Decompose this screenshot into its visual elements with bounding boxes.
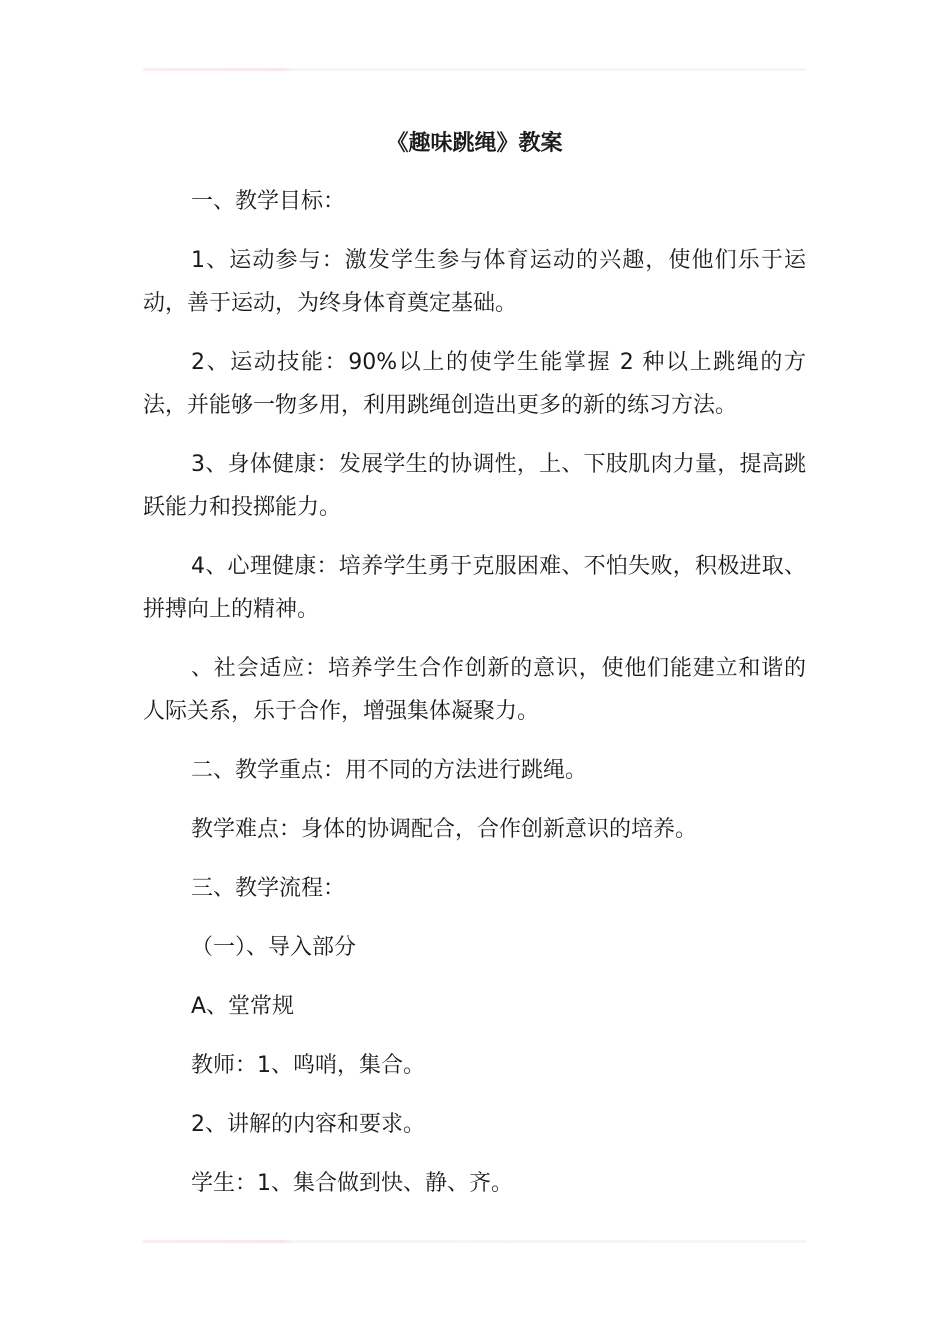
paragraph: 1、运动参与：激发学生参与体育运动的兴趣，使他们乐于运动，善于运动，为终身体育奠定基础。: [143, 248, 806, 316]
paragraph: A、堂常规: [191, 994, 295, 1019]
section-heading-key-points: 二、教学重点：用不同的方法进行跳绳。: [191, 758, 588, 783]
paragraph: 3、身体健康：发展学生的协调性，上、下肢肌肉力量，提高跳跃能力和投掷能力。: [143, 452, 806, 520]
section-heading-objectives: 一、教学目标：: [191, 189, 346, 214]
footer-rule: [143, 1240, 806, 1243]
paragraph: 教学难点：身体的协调配合，合作创新意识的培养。: [191, 817, 698, 842]
document-page: [143, 122, 806, 1221]
paragraph: 教师：1、鸣哨，集合。: [191, 1053, 425, 1078]
section-heading-process: 三、教学流程：: [191, 876, 346, 901]
paragraph: 学生：1、集合做到快、静、齐。: [191, 1171, 513, 1196]
paragraph: 4、心理健康：培养学生勇于克服困难、不怕失败，积极进取、拼搏向上的精神。: [143, 554, 806, 622]
paragraph: 、社会适应：培养学生合作创新的意识，使他们能建立和谐的人际关系，乐于合作，增强集体凝聚力。: [143, 656, 806, 724]
paragraph: 2、运动技能：90%以上的使学生能掌握 2 种以上跳绳的方法，并能够一物多用，利用跳绳创造出更多的新的练习方法。: [143, 350, 806, 418]
paragraph: 2、讲解的内容和要求。: [191, 1112, 425, 1137]
header-rule: [143, 68, 806, 71]
document-title: 《趣味跳绳》教案: [386, 131, 563, 156]
subsection-heading: （一）、导入部分: [191, 935, 357, 960]
